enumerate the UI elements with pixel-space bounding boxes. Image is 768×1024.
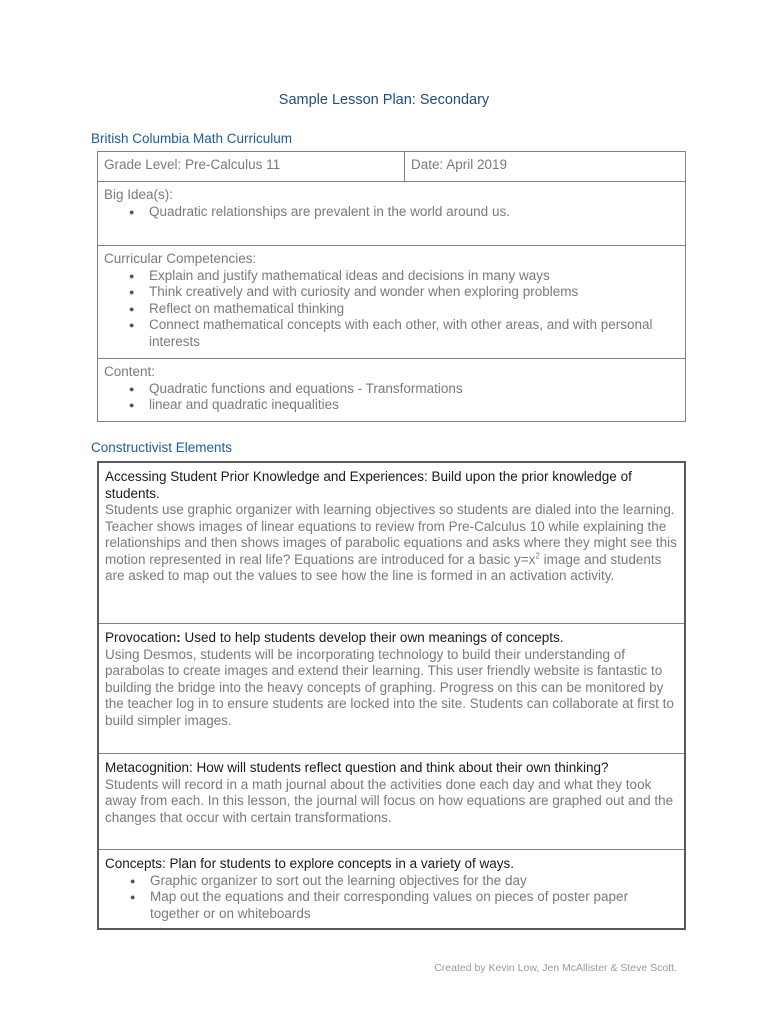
table-row	[98, 850, 685, 930]
competencies-label: Curricular Competencies:	[104, 251, 257, 266]
provocation-heading-colon: :	[176, 630, 181, 645]
list-item: ● linear and quadratic inequalities	[104, 397, 679, 414]
constructivist-section-heading: Constructivist Elements	[91, 440, 233, 455]
list-item: ● Quadratic relationships are prevalent in the world around us.	[104, 204, 679, 221]
superscript-exponent: 2	[535, 551, 540, 560]
provocation-body: Using Desmos, students will be incorporating technology to build their understanding of parabolas to create images and extend their learning. This user friendly website is fantastic to building the bridge into the heavy concepts of graphing. Progress on this can be monitored by the teacher log in to ensure students are locked into the site. Students can collaborate at first to build simpler images.	[105, 646, 674, 728]
concepts-cell	[98, 850, 685, 930]
big-ideas-list	[104, 204, 679, 221]
table-row	[98, 462, 685, 624]
table-row	[98, 624, 685, 754]
list-item: ● Reflect on mathematical thinking	[104, 301, 679, 318]
list-item: ● Think creatively and with curiosity and wonder when exploring problems	[104, 284, 679, 301]
provocation-heading-rest: Used to help students develop their own meanings of concepts.	[180, 630, 564, 645]
concepts-heading: Concepts: Plan for students to explore concepts in a variety of ways.	[105, 856, 514, 871]
table-row	[98, 182, 686, 246]
prior-knowledge-heading: Accessing Student Prior Knowledge and Experiences: Build upon the prior knowledge of students.	[105, 469, 632, 501]
footer-credits: Created by Kevin Low, Jen McAllister & Steve Scott.	[434, 962, 677, 974]
competencies-list	[104, 268, 679, 351]
list-item: ● Quadratic functions and equations - Transformations	[104, 381, 679, 398]
curriculum-table	[97, 151, 686, 422]
constructivist-table	[97, 461, 686, 930]
table-row	[98, 246, 686, 359]
date-text: Date: April 2019	[411, 157, 508, 172]
competencies-cell	[98, 246, 686, 359]
prior-knowledge-body	[105, 502, 677, 583]
big-ideas-label: Big Idea(s):	[104, 187, 174, 202]
provocation-heading-label: Provocation	[105, 630, 177, 645]
provocation-cell	[98, 624, 685, 754]
concepts-list	[105, 873, 678, 923]
date-cell	[405, 152, 686, 182]
list-item: ● Graphic organizer to sort out the learning objectives for the day	[105, 873, 678, 890]
table-row	[98, 754, 685, 850]
grade-level-cell	[98, 152, 405, 182]
page-title: Sample Lesson Plan: Secondary	[278, 92, 490, 108]
content-list	[104, 381, 679, 414]
big-ideas-cell	[98, 182, 686, 246]
prior-knowledge-body-start: Students use graphic organizer with learning objectives so students are dialed into the learning. Teacher shows images of linear equations to review from Pre-Calculus 10 while explaining the relationships and then shows images of parabolic equations and asks where they might see this motion represented in real life? Equations are introduced for a basic y=x	[105, 502, 677, 567]
metacognition-body: Students will record in a math journal about the activities done each day and what they took away from each. In this lesson, the journal will focus on how equations are graphed out and the changes that occur with certain transformations.	[105, 776, 674, 825]
grade-level-text: Grade Level: Pre-Calculus 11	[104, 157, 281, 172]
list-item: ● Map out the equations and their corresponding values on pieces of poster paper together or on whiteboards	[105, 889, 678, 922]
table-row	[98, 359, 686, 422]
provocation-heading	[105, 630, 678, 647]
table-row	[98, 152, 686, 182]
content-label: Content:	[104, 364, 156, 379]
prior-knowledge-body-end: image and students are asked to map out the values to see how the line is formed in an activation activity.	[105, 551, 662, 583]
metacognition-heading: Metacognition: How will students reflect question and think about their own thinking?	[105, 760, 609, 775]
content-cell	[98, 359, 686, 422]
list-item: ● Explain and justify mathematical ideas and decisions in many ways	[104, 268, 679, 285]
curriculum-section-heading: British Columbia Math Curriculum	[91, 131, 293, 146]
metacognition-cell	[98, 754, 685, 850]
list-item: ● Connect mathematical concepts with each other, with other areas, and with personal interests	[104, 317, 679, 350]
prior-knowledge-cell	[98, 462, 685, 624]
